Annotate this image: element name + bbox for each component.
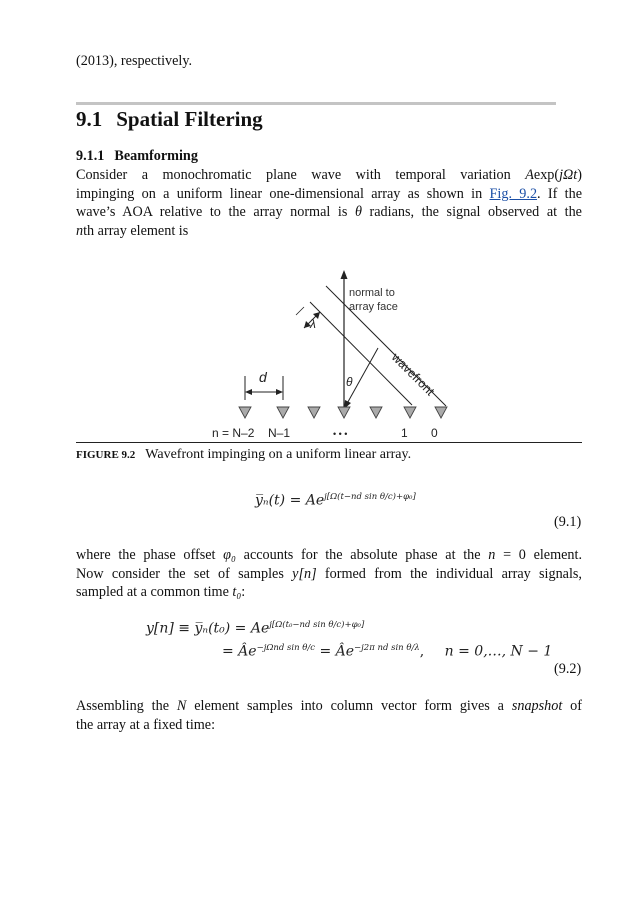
- para2-line2: Now consider the set of samples y[n] formed from the individual array signals,: [76, 565, 582, 582]
- caption-label: FIGURE 9.2: [76, 449, 136, 461]
- figure-caption: [76, 447, 411, 463]
- label-n-left: n = N–2: [212, 426, 255, 440]
- label-array-face: array face: [349, 301, 398, 313]
- label-zero: 0: [431, 426, 438, 440]
- subsection-title: Beamforming: [114, 148, 198, 164]
- equation-9-2-row-1: y[n] ≡ y̅ₙ(t₀) = $Ae^{j[\Omega(t_0-nd sin \theta/c)+\varphi_0]}$: [146, 620, 365, 637]
- label-n-next: N–1: [268, 426, 291, 440]
- equation-9-1: y̅ₙ(t) = $Ae^{j[\Omega(t-nd sin \theta/c)+\varphi_0]}$: [255, 492, 416, 509]
- section-heading: [76, 107, 263, 132]
- carryover-line: (2013), respectively.: [76, 53, 193, 69]
- label-lambda: λ: [310, 317, 316, 331]
- subsection-heading: [76, 148, 198, 165]
- caption-text: Wavefront impinging on a uniform linear array.: [145, 447, 412, 462]
- subsection-number: 9.1.1: [76, 148, 105, 164]
- para1-line3: wave’s AOA relative to the array normal is θ radians, the signal observed at the: [76, 204, 582, 220]
- label-dots: • • •: [333, 429, 348, 439]
- label-theta: θ: [346, 375, 353, 389]
- array-element: [239, 407, 251, 418]
- array-element: [404, 407, 416, 418]
- figure-9-2-link[interactable]: Fig. 9.2: [489, 185, 538, 202]
- label-d: d: [259, 369, 267, 385]
- section-rule: [76, 102, 556, 105]
- array-element: [277, 407, 289, 418]
- label-one: 1: [401, 426, 408, 440]
- normal-arrowhead: [341, 270, 348, 279]
- paragraph-3: [76, 697, 582, 734]
- array-element: [338, 407, 350, 418]
- array-element: [308, 407, 320, 418]
- figure-caption-rule: [76, 442, 582, 443]
- equation-number-9-1: (9.1): [554, 514, 582, 530]
- para1-line2: impinging on a uniform linear one-dimensional array as shown in Fig. 9.2. If the: [76, 185, 582, 202]
- paragraph-2: [76, 546, 582, 602]
- array-element: [435, 407, 447, 418]
- para3-line2: the array at a fixed time:: [76, 716, 216, 733]
- label-normal: normal to: [349, 287, 395, 299]
- paragraph-1: [76, 166, 582, 240]
- para1-line1: Consider a monochromatic plane wave with temporal variation Aexp(jΩt): [76, 167, 582, 183]
- array-elements: [239, 407, 447, 418]
- array-element: [370, 407, 382, 418]
- para1-line4: nth array element is: [76, 222, 189, 239]
- section-number: 9.1: [76, 107, 103, 131]
- figure-9-2-diagram: [200, 266, 470, 442]
- para2-line3: sampled at a common time t₀:: [76, 584, 246, 600]
- section-title: Spatial Filtering: [116, 107, 263, 131]
- para3-line1: Assembling the N element samples into column vector form gives a snapshot of: [76, 698, 582, 714]
- para2-line1: where the phase offset φ₀ accounts for the absolute phase at the n = 0 element.: [76, 547, 583, 563]
- label-wavefront: wavefront: [388, 350, 438, 399]
- equation-number-9-2: (9.2): [554, 661, 582, 677]
- equation-9-2-row-2: = $Âe^{-j\Omega nd sin \theta/c}$ = $Âe^{-j2\pi nd sin \theta/\lambda}$, n = 0,…, N − 1: [222, 643, 553, 660]
